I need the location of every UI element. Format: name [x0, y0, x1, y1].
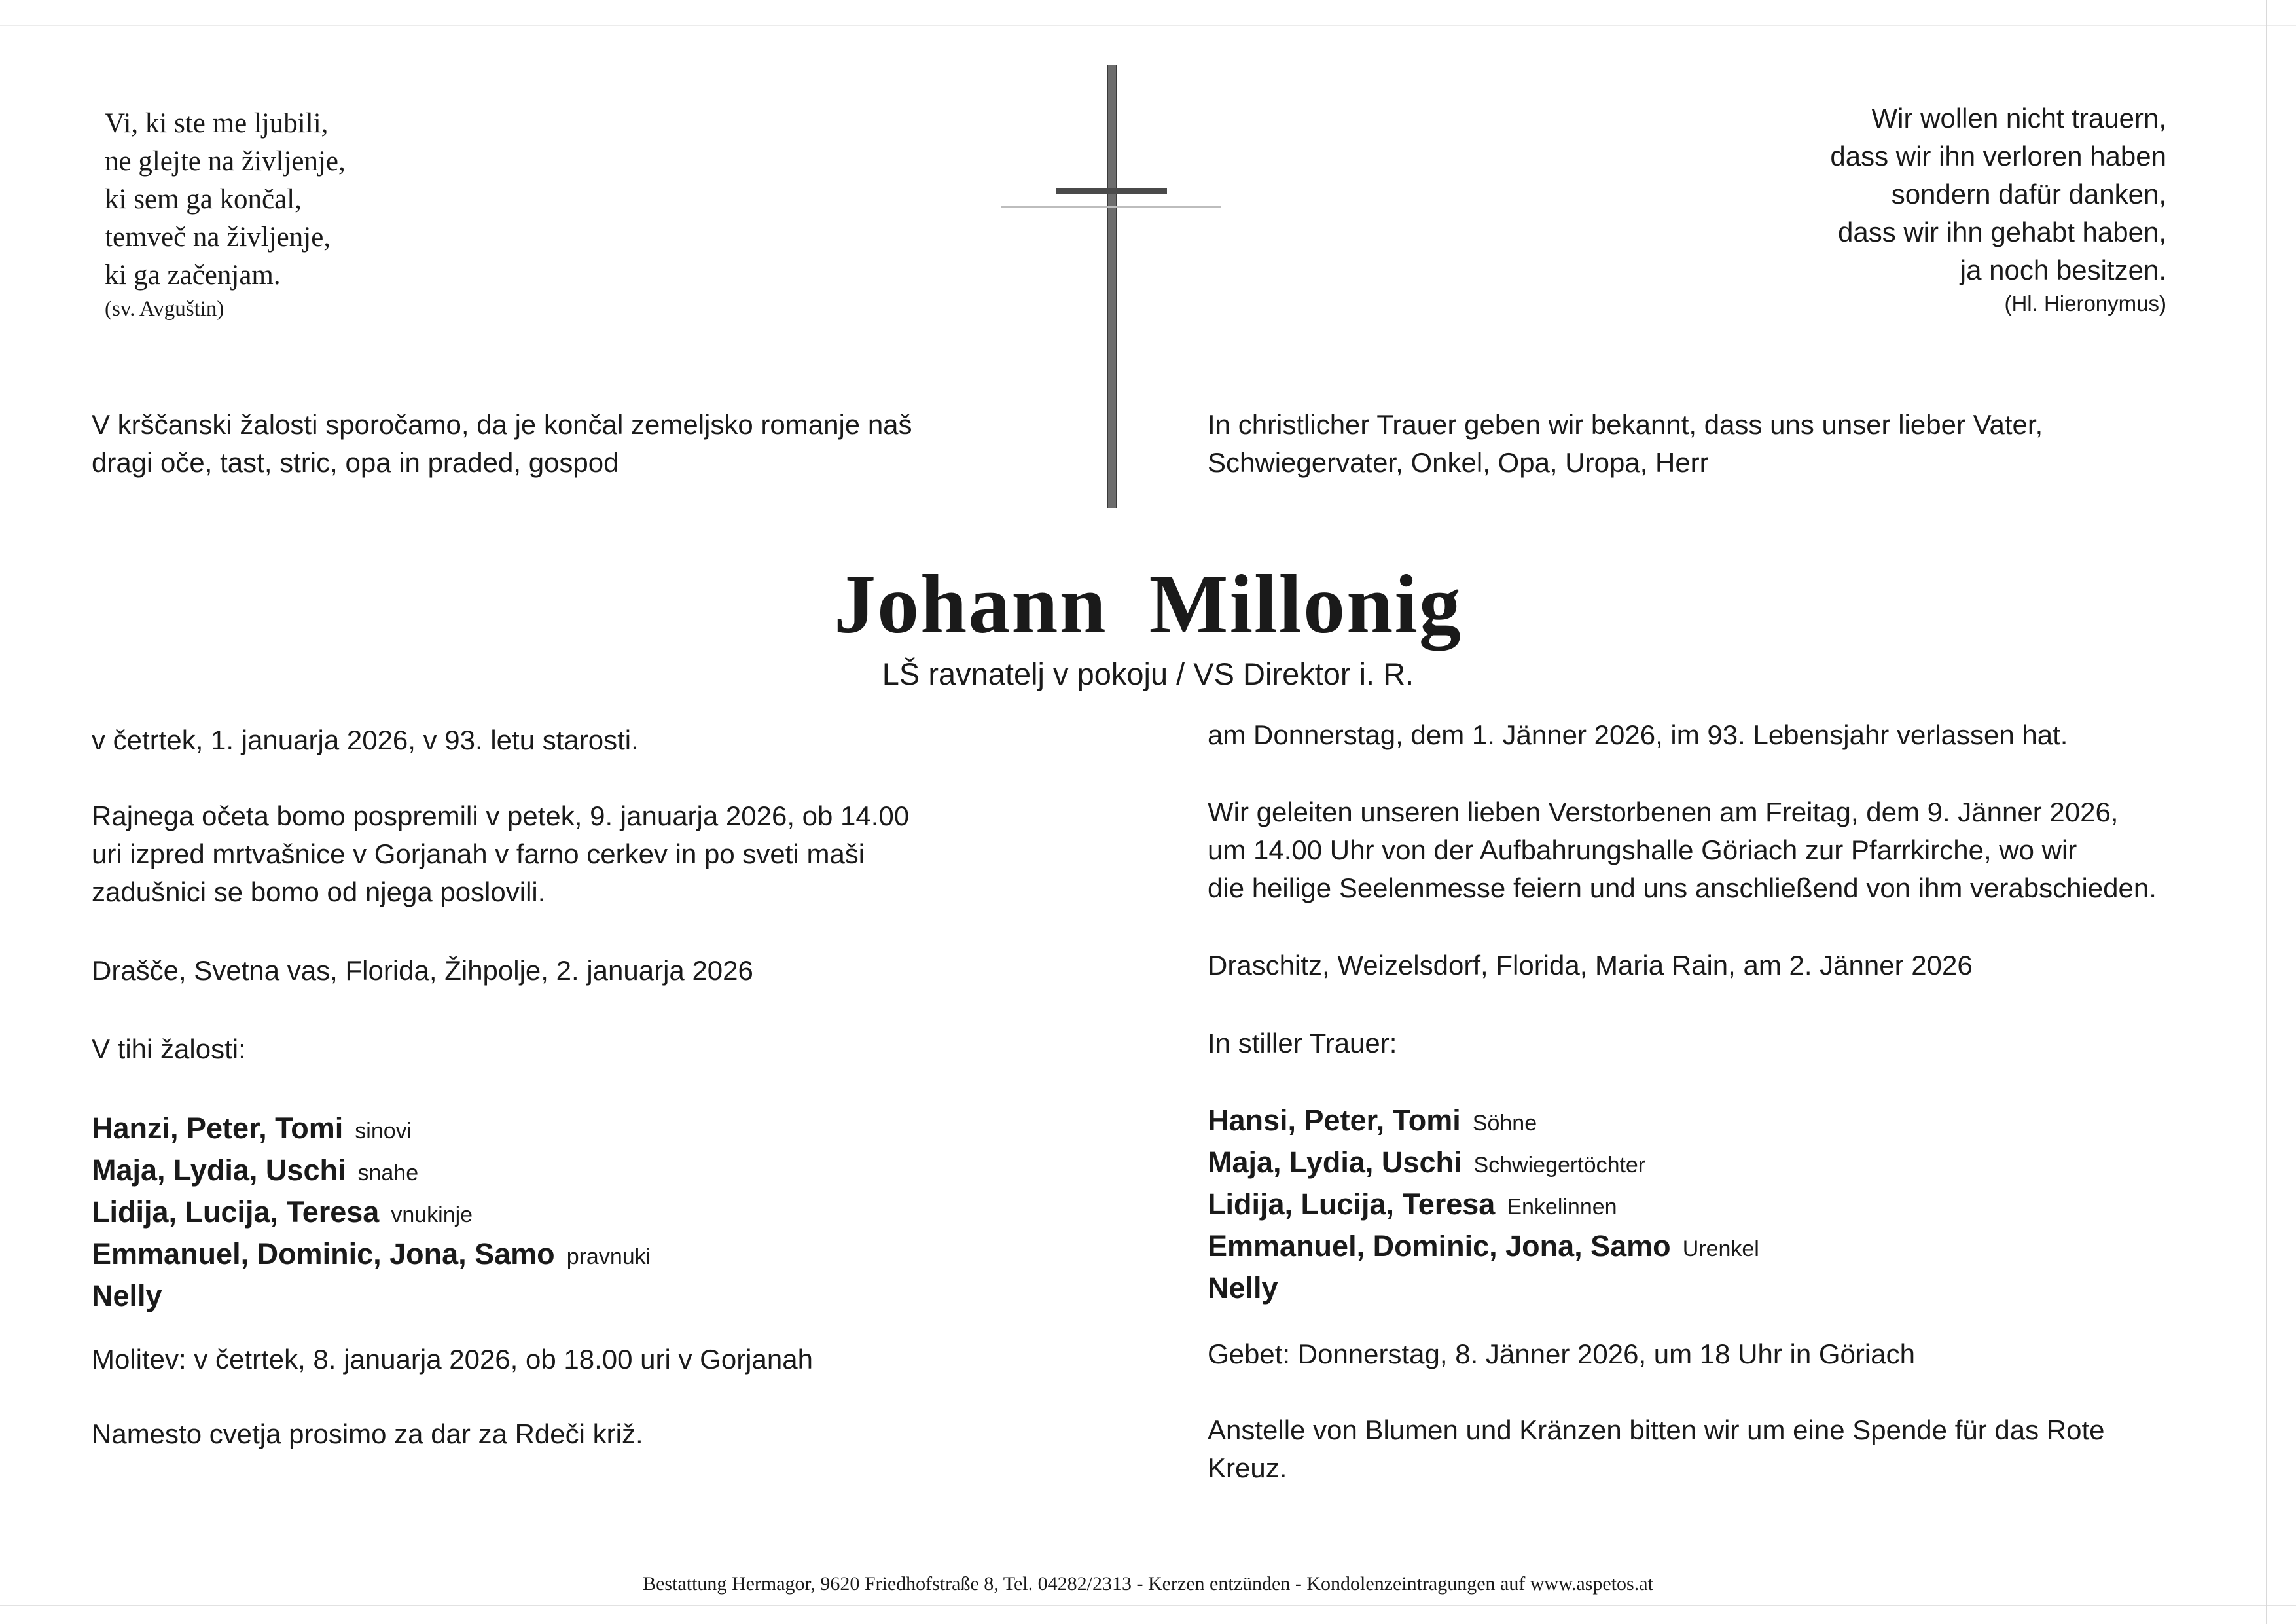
poem-left-line: ki ga začenjam. — [105, 260, 281, 291]
mourner-row — [1208, 1101, 2176, 1143]
mourner-names: Hansi, Peter, Tomi — [1208, 1104, 1461, 1137]
poem-right-attribution: (Hl. Hieronymus) — [2004, 291, 2166, 316]
left-donation: Namesto cvetja prosimo za dar za Rdeči križ. — [92, 1418, 643, 1449]
right-places-date: Draschitz, Weizelsdorf, Florida, Maria Rain, am 2. Jänner 2026 — [1208, 950, 1973, 981]
left-funeral-line: uri izpred mrtvašnice v Gorjanah v farno cerkev in po sveti maši — [92, 839, 865, 869]
left-mourners — [92, 1109, 1054, 1318]
right-border — [2266, 0, 2267, 1624]
poem-left — [105, 105, 346, 323]
mourner-relation: vnukinje — [391, 1202, 473, 1227]
deceased-name: Johann Millonig — [834, 558, 1462, 651]
cross-shadow — [1001, 206, 1221, 208]
right-funeral-line: um 14.00 Uhr von der Aufbahrungshalle Göriach zur Pfarrkirche, wo wir — [1208, 835, 2077, 865]
right-donation: Anstelle von Blumen und Kränzen bitten wir um eine Spende für das Rote Kreuz. — [1208, 1415, 2105, 1483]
right-date-age: am Donnerstag, dem 1. Jänner 2026, im 93. Lebensjahr verlassen hat. — [1208, 719, 2068, 750]
right-funeral-line: Wir geleiten unseren lieben Verstorbenen am Freitag, dem 9. Jänner 2026, — [1208, 797, 2119, 827]
left-mourning-label: V tihi žalosti: — [92, 1034, 246, 1064]
intro-left-line: V krščanski žalosti sporočamo, da je končal zemeljsko romanje naš — [92, 409, 912, 440]
mourner-relation: Söhne — [1472, 1111, 1537, 1136]
deceased-title: LŠ ravnatelj v pokoju / VS Direktor i. R. — [882, 657, 1414, 691]
mourner-row — [1208, 1227, 2176, 1269]
poem-left-line: ne glejte na življenje, — [105, 146, 346, 177]
cross-bar — [1056, 188, 1167, 194]
right-mourners — [1208, 1101, 2176, 1310]
right-funeral-line: die heilige Seelenmesse feiern und uns anschließend von ihm verabschieden. — [1208, 873, 2157, 903]
mourner-relation: Enkelinnen — [1507, 1195, 1617, 1219]
mourner-relation: Urenkel — [1682, 1236, 1759, 1261]
left-funeral-line: zadušnici se bomo od njega poslovili. — [92, 876, 546, 907]
cross-icon — [1107, 65, 1117, 508]
poem-right-line: Wir wollen nicht trauern, — [1871, 103, 2166, 134]
mourner-relation: Schwiegertöchter — [1473, 1153, 1646, 1178]
poem-right-line: dass wir ihn verloren haben — [1830, 141, 2166, 171]
mourner-row — [1208, 1143, 2176, 1185]
right-prayer: Gebet: Donnerstag, 8. Jänner 2026, um 18 Uhr in Göriach — [1208, 1339, 1915, 1369]
right-mourning-label: In stiller Trauer: — [1208, 1028, 1397, 1058]
intro-right-line: In christlicher Trauer geben wir bekannt, dass uns unser lieber Vater, — [1208, 409, 2043, 440]
mourner-names: Hanzi, Peter, Tomi — [92, 1111, 344, 1145]
intro-left — [92, 406, 1054, 482]
mourner-row — [92, 1276, 1054, 1318]
top-border — [0, 25, 2296, 26]
mourner-relation: snahe — [357, 1161, 419, 1185]
poem-left-line: Vi, ki ste me ljubili, — [105, 108, 329, 139]
mourner-names: Emmanuel, Dominic, Jona, Samo — [1208, 1229, 1671, 1263]
mourner-names: Nelly — [1208, 1271, 1278, 1305]
mourner-names: Lidija, Lucija, Teresa — [1208, 1187, 1496, 1221]
poem-left-attribution: (sv. Avguštin) — [105, 297, 224, 321]
mourner-row — [92, 1235, 1054, 1276]
mourner-row — [92, 1151, 1054, 1193]
mourner-names: Nelly — [92, 1279, 162, 1312]
left-places-date: Drašče, Svetna vas, Florida, Žihpolje, 2. januarja 2026 — [92, 955, 753, 986]
mourner-names: Emmanuel, Dominic, Jona, Samo — [92, 1237, 555, 1271]
mourner-names: Maja, Lydia, Uschi — [1208, 1146, 1462, 1179]
poem-right-line: dass wir ihn gehabt haben, — [1837, 217, 2166, 247]
poem-left-line: ki sem ga končal, — [105, 184, 302, 215]
poem-right-line: sondern dafür danken, — [1891, 179, 2166, 209]
poem-left-line: temveč na življenje, — [105, 222, 331, 253]
mourner-row — [92, 1109, 1054, 1151]
mourner-names: Lidija, Lucija, Teresa — [92, 1195, 380, 1229]
mourner-row — [92, 1193, 1054, 1235]
left-funeral-line: Rajnega očeta bomo pospremili v petek, 9. januarja 2026, ob 14.00 — [92, 801, 910, 831]
right-funeral — [1208, 793, 2176, 907]
left-funeral — [92, 797, 1054, 911]
intro-left-line: dragi oče, tast, stric, opa in praded, gospod — [92, 447, 619, 478]
poem-right-line: ja noch besitzen. — [1960, 255, 2166, 285]
mourner-relation: pravnuki — [566, 1244, 651, 1269]
footer-contact: Bestattung Hermagor, 9620 Friedhofstraße 8, Tel. 04282/2313 - Kerzen entzünden - Kondolenzeintragungen auf www.aspetos.at — [643, 1573, 1653, 1595]
mourner-names: Maja, Lydia, Uschi — [92, 1153, 346, 1187]
left-prayer: Molitev: v četrtek, 8. januarja 2026, ob 18.00 uri v Gorjanah — [92, 1344, 813, 1375]
poem-right — [1830, 99, 2166, 318]
bottom-border — [0, 1605, 2296, 1606]
mourner-relation: sinovi — [355, 1119, 412, 1144]
mourner-row — [1208, 1269, 2176, 1310]
left-date-age: v četrtek, 1. januarja 2026, v 93. letu starosti. — [92, 725, 639, 755]
mourner-row — [1208, 1185, 2176, 1227]
intro-right — [1208, 406, 2176, 482]
intro-right-line: Schwiegervater, Onkel, Opa, Uropa, Herr — [1208, 447, 1709, 478]
